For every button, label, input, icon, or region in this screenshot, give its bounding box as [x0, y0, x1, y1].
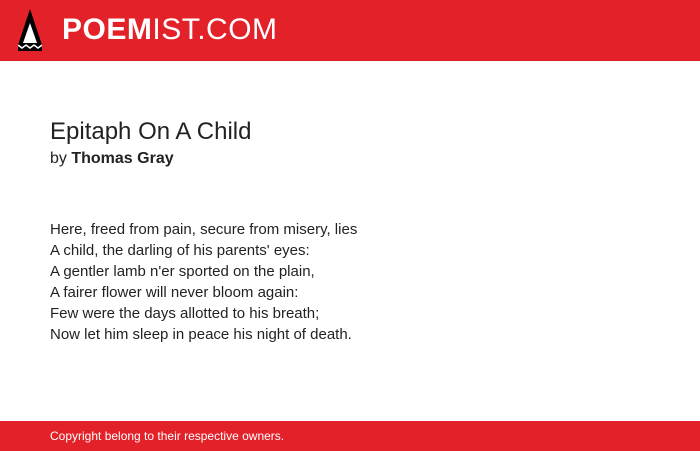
- poem-line: Few were the days allotted to his breath;: [50, 305, 320, 322]
- site-header: [0, 0, 700, 61]
- author-name: Thomas Gray: [71, 150, 174, 167]
- poem-line: Here, freed from pain, secure from misery, lies: [50, 221, 358, 238]
- site-footer: [0, 421, 700, 451]
- poem-line: Now let him sleep in peace his night of death.: [50, 326, 352, 343]
- poem-title: Epitaph On A Child: [50, 118, 252, 145]
- by-label: by: [50, 150, 67, 167]
- poem-line: A child, the darling of his parents' eyes:: [50, 242, 310, 259]
- pencil-tip-icon[interactable]: [18, 9, 42, 51]
- brand-light-text: IST.COM: [152, 13, 278, 46]
- poem-byline: [50, 148, 174, 170]
- poem-body: [50, 219, 357, 345]
- poem-line: A fairer flower will never bloom again:: [50, 284, 299, 301]
- copyright-notice: Copyright belong to their respective owners.: [50, 429, 285, 443]
- poem-line: A gentler lamb n'er sported on the plain,: [50, 263, 315, 280]
- site-logo-link[interactable]: [62, 12, 278, 48]
- brand-bold-text: POEM: [62, 13, 153, 46]
